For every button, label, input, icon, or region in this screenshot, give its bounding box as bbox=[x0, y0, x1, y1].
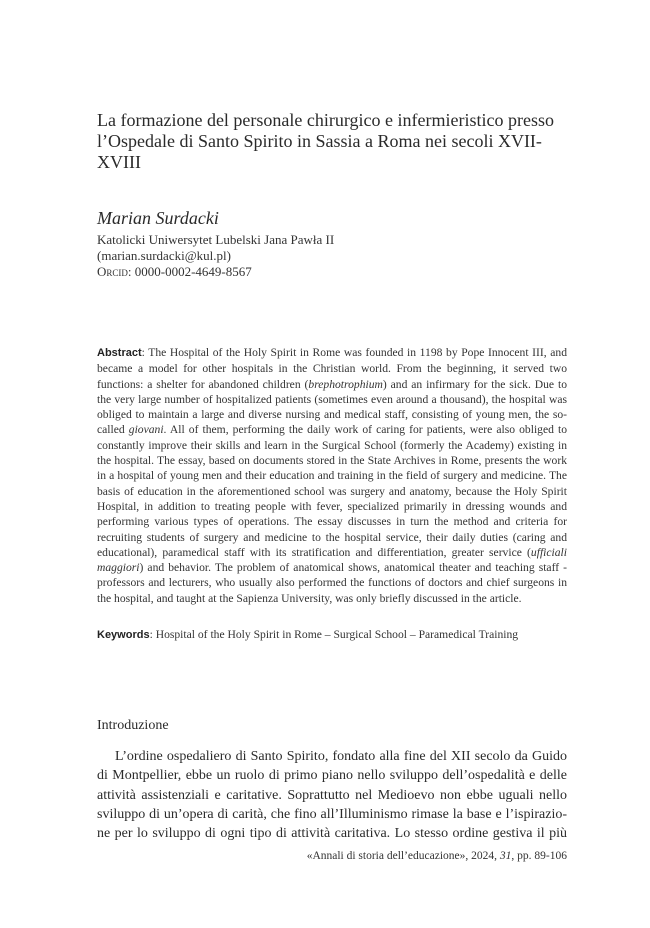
abstract-label: Abstract bbox=[97, 347, 142, 359]
author-orcid bbox=[97, 264, 567, 280]
body-line: attività assistenziali e caritative. Soprattutto nel Medioevo non ebbe uguali nello bbox=[97, 787, 567, 803]
abstract-text-4: ) and behavior. The problem of anatomical shows, anatomical theater and teaching staff - professors and lecturers, who usually also performed the functions of doctors and chief surgeons in the hospital, and taught at the Sapienza University, was only briefly discussed in the article. bbox=[97, 561, 567, 605]
author-name: Marian Surdacki bbox=[97, 208, 219, 228]
keywords bbox=[97, 627, 567, 643]
author-email: (marian.surdacki@kul.pl) bbox=[97, 248, 231, 263]
footer-volume: 31 bbox=[499, 850, 512, 862]
body-line: di Montpellier, ebbe un ruolo di primo piano nello sviluppo dell’ospedalità e delle bbox=[97, 768, 567, 784]
abstract-term-brephotrophium: brephotrophium bbox=[308, 377, 383, 391]
keywords-label: Keywords bbox=[97, 629, 150, 641]
abstract-text-3: . All of them, performing the daily work of caring for patients, were also obliged to constantly improve their skills and learn in the Surgical School (formerly the Academy) existing in the hospital. The essay, based on documents stored in the State Archives in Rome, presents the work in a hospital of young men and their education and training in the field of surgery and medicine. The basis of education in the aforementioned school was surgery and anatomy, because the Holy Spirit Hospital, in addition to treating people with fever, specialized primarily in dressing wounds and performing various types of operations. The essay discusses in turn the method and criteria for recruiting students of surgery and medicine to the hospital service, their daily duties (caring and educational), paramedical staff with its stratification and differentiation, greater service ( bbox=[97, 423, 567, 559]
abstract-term-giovani: giovani bbox=[128, 423, 164, 437]
abstract-term-ufficiali: ufficiali maggiori bbox=[97, 545, 567, 575]
body-line: L’ordine ospedaliero di Santo Spirito, fondato alla fine del XII secolo da Guido bbox=[115, 749, 567, 764]
section-heading: Introduzione bbox=[97, 718, 169, 733]
footer-pages: , pp. 89-106 bbox=[511, 850, 567, 862]
body-paragraph bbox=[97, 747, 567, 843]
body-line: sviluppo di un’opera di carità, che fino all’Illuminismo rimase la base e l’ispirazio- bbox=[97, 806, 567, 822]
author-affiliation: Katolicki Uniwersytet Lubelski Jana Pawła II bbox=[97, 232, 335, 247]
orcid-label: Orcid bbox=[97, 264, 128, 279]
orcid-value: : 0000-0002-4649-8567 bbox=[127, 264, 252, 279]
abstract bbox=[97, 345, 567, 606]
journal-citation-footer bbox=[97, 850, 567, 862]
author-affiliation-block bbox=[97, 232, 567, 280]
article-title: La formazione del personale chirurgico e infermieristico presso l’Ospedale di Santo Spirito in Sassia a Roma nei secoli XVII-XVIII bbox=[97, 110, 554, 172]
footer-journal: «Annali di storia dell’educazione», 2024, bbox=[306, 850, 500, 862]
body-line: ne per lo sviluppo di ogni tipo di attività caritativa. Lo stesso ordine gestiva il più bbox=[97, 826, 567, 842]
abstract-text-2: ) and an infirmary for the sick. Due to the very large number of hospitalized patients (sometimes even around a thousand), the hospital was obliged to maintain a large and diverse nursing and medical staff, consisting of young men, the so-called bbox=[97, 377, 567, 437]
keywords-text: : Hospital of the Holy Spirit in Rome – Surgical School – Paramedical Training bbox=[149, 628, 519, 641]
abstract-text-1: : The Hospital of the Holy Spirit in Rome was founded in 1198 by Pope Innocent III, and became a model for other hospitals in the Christian world. From the beginning, it served two functions: a shelter for abandoned children ( bbox=[97, 346, 567, 391]
